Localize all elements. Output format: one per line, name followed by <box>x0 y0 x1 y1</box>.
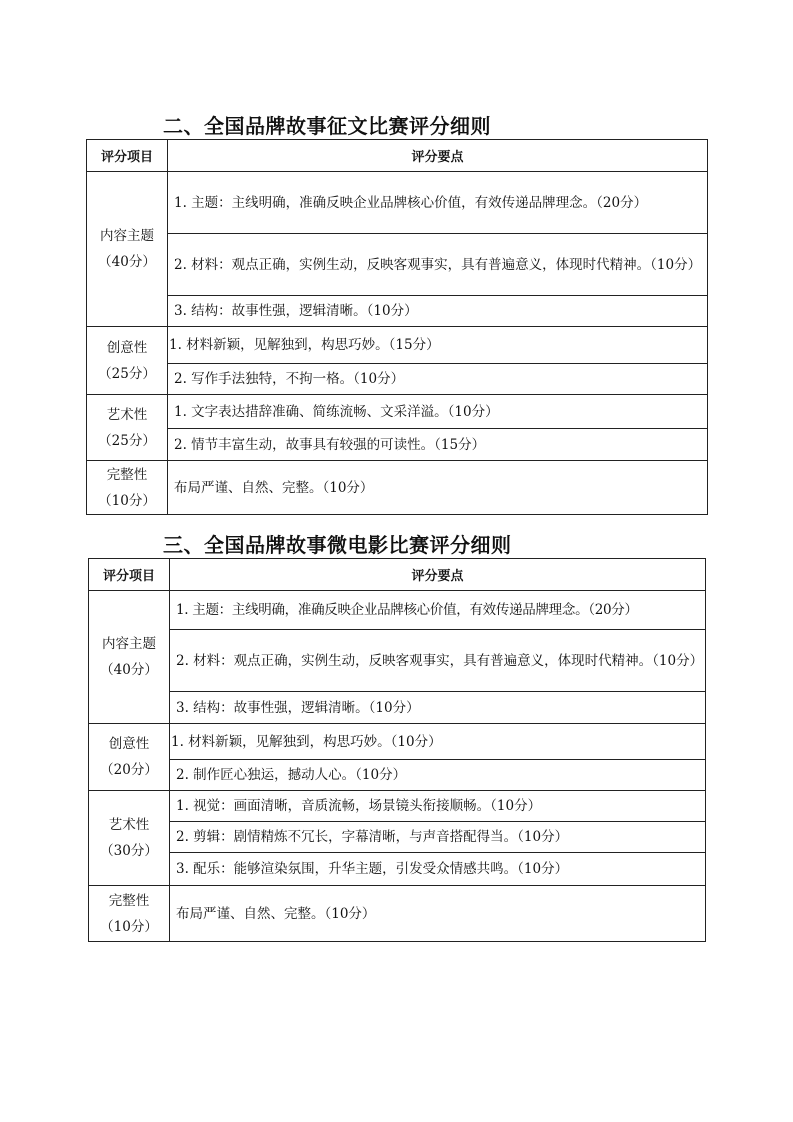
section3-title: 三、全国品牌故事微电影比赛评分细则 <box>163 533 512 557</box>
table-row <box>87 234 708 296</box>
scoring-point: 3. 结构：故事性强，逻辑清晰。（10分） <box>170 692 706 724</box>
scoring-point: 1. 视觉：画面清晰，音质流畅，场景镜头衔接顺畅。（10分） <box>170 791 706 822</box>
header-scoring-item: 评分项目 <box>87 140 168 172</box>
table-row <box>87 429 708 461</box>
category-score: （10分） <box>100 918 158 935</box>
category-cell <box>89 791 170 886</box>
section2-title: 二、全国品牌故事征文比赛评分细则 <box>163 114 491 138</box>
category-cell <box>87 172 168 327</box>
scoring-point: 2. 情节丰富生动，故事具有较强的可读性。（15分） <box>168 429 708 461</box>
table-row <box>89 630 706 692</box>
table-row <box>87 172 708 234</box>
essay-scoring-table <box>86 139 708 515</box>
category-name: 内容主题 <box>102 636 156 652</box>
category-cell <box>89 591 170 724</box>
category-name: 完整性 <box>106 466 148 483</box>
table-row <box>89 791 706 822</box>
category-cell <box>89 724 170 791</box>
scoring-point: 1. 文字表达措辞准确、简练流畅、文采洋溢。（10分） <box>168 395 708 429</box>
table-row <box>89 692 706 724</box>
scoring-point: 2. 剪辑：剧情精炼不冗长，字幕清晰，与声音搭配得当。（10分） <box>170 822 706 853</box>
table-row <box>87 395 708 429</box>
table-row <box>89 724 706 760</box>
scoring-point: 3. 结构：故事性强，逻辑清晰。（10分） <box>168 296 708 327</box>
category-score: （25分） <box>98 432 156 449</box>
table-row <box>89 760 706 791</box>
micro-film-scoring-table <box>88 558 706 942</box>
scoring-point: 2. 制作匠心独运，撼动人心。（10分） <box>170 760 706 791</box>
category-name: 艺术性 <box>108 817 150 833</box>
table-header-row <box>87 140 708 172</box>
scoring-point: 1. 主题：主线明确，准确反映企业品牌核心价值，有效传递品牌理念。（20分） <box>168 172 708 234</box>
category-name: 艺术性 <box>106 406 148 423</box>
category-score: （30分） <box>100 843 158 859</box>
table-row <box>87 296 708 327</box>
table-row <box>89 853 706 886</box>
scoring-point: 2. 材料：观点正确，实例生动，反映客观事实，具有普遍意义，体现时代精神。（10分） <box>170 630 706 692</box>
category-cell <box>87 395 168 461</box>
category-cell <box>87 327 168 395</box>
category-score: （20分） <box>100 762 158 778</box>
category-score: （10分） <box>98 492 156 509</box>
scoring-point: 1. 材料新颖，见解独到，构思巧妙。（15分） <box>168 327 708 364</box>
category-cell <box>89 886 170 942</box>
table-row <box>87 364 708 395</box>
category-name: 创意性 <box>106 339 148 356</box>
scoring-point: 3. 配乐：能够渲染氛围，升华主题，引发受众情感共鸣。（10分） <box>170 853 706 886</box>
table-row <box>89 822 706 853</box>
scoring-point: 布局严谨、自然、完整。（10分） <box>168 461 708 515</box>
table-row <box>87 461 708 515</box>
header-scoring-points: 评分要点 <box>170 559 706 591</box>
category-name: 完整性 <box>108 892 150 909</box>
table-row <box>89 886 706 942</box>
table-header-row <box>89 559 706 591</box>
scoring-point: 2. 写作手法独特，不拘一格。（10分） <box>168 364 708 395</box>
category-score: （40分） <box>100 662 158 678</box>
scoring-point: 1. 材料新颖，见解独到，构思巧妙。（10分） <box>170 724 706 760</box>
category-name: 创意性 <box>108 736 150 752</box>
header-scoring-points: 评分要点 <box>168 140 708 172</box>
scoring-point: 布局严谨、自然、完整。（10分） <box>170 886 706 942</box>
category-score: （40分） <box>98 254 156 270</box>
category-cell <box>87 461 168 515</box>
table-row <box>89 591 706 630</box>
category-score: （25分） <box>98 365 156 382</box>
category-name: 内容主题 <box>100 228 154 244</box>
header-scoring-item: 评分项目 <box>89 559 170 591</box>
scoring-point: 1. 主题：主线明确，准确反映企业品牌核心价值，有效传递品牌理念。（20分） <box>170 591 706 630</box>
table-row <box>87 327 708 364</box>
scoring-point: 2. 材料：观点正确，实例生动，反映客观事实，具有普遍意义，体现时代精神。（10分） <box>168 234 708 296</box>
